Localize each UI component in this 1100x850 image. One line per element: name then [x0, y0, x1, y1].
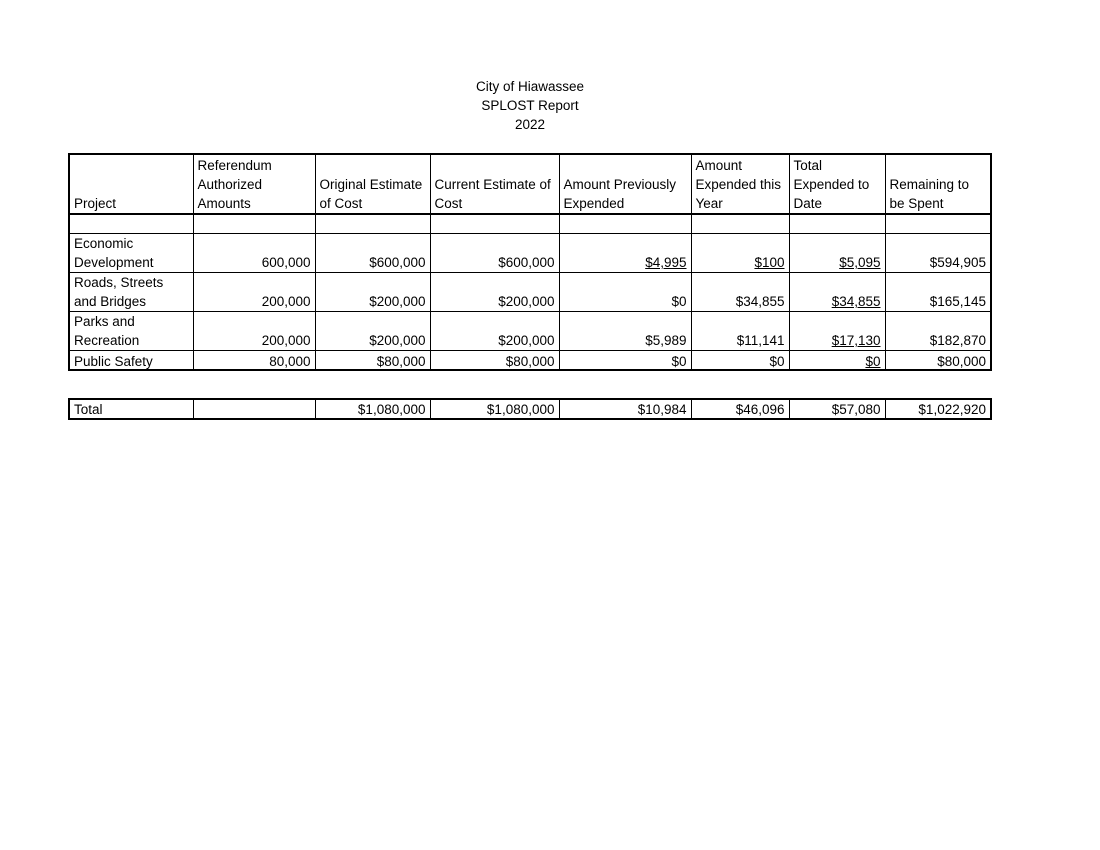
referendum-cell: 600,000 [193, 234, 315, 273]
totals-row [69, 399, 991, 419]
table-row [69, 351, 991, 371]
original-estimate-cell: $200,000 [315, 312, 430, 351]
col-header-project: Project [69, 154, 193, 214]
total-current-estimate-cell: $1,080,000 [430, 399, 559, 419]
col-header-expended-this-year: Amount Expended this Year [691, 154, 789, 214]
col-header-referendum: Referendum Authorized Amounts [193, 154, 315, 214]
report-title-name: SPLOST Report [481, 98, 579, 113]
expended-this-year-cell: $34,855 [691, 273, 789, 312]
expended-this-year-cell: $100 [691, 234, 789, 273]
referendum-cell: 200,000 [193, 273, 315, 312]
current-estimate-cell: $600,000 [430, 234, 559, 273]
spacer-row [69, 214, 991, 234]
project-name: Parks and Recreation [69, 312, 193, 351]
original-estimate-cell: $80,000 [315, 351, 430, 371]
current-estimate-cell: $200,000 [430, 312, 559, 351]
total-label: Total [69, 399, 193, 419]
report-title-city: City of Hiawassee [475, 79, 585, 94]
project-name: Economic Development [69, 234, 193, 273]
previously-expended-cell: $0 [559, 351, 691, 371]
col-header-original-estimate: Original Estimate of Cost [315, 154, 430, 214]
col-header-remaining: Remaining to be Spent [885, 154, 991, 214]
project-name: Public Safety [69, 351, 193, 371]
table-header-row [69, 154, 991, 214]
referendum-cell: 200,000 [193, 312, 315, 351]
total-previously-expended-cell: $10,984 [559, 399, 691, 419]
total-expended-cell: $0 [789, 351, 885, 371]
previously-expended-cell: $0 [559, 273, 691, 312]
previously-expended-cell: $4,995 [559, 234, 691, 273]
total-expended-this-year-cell: $46,096 [691, 399, 789, 419]
remaining-cell: $182,870 [885, 312, 991, 351]
col-header-total-expended: Total Expended to Date [789, 154, 885, 214]
col-header-current-estimate: Current Estimate of Cost [430, 154, 559, 214]
total-expended-cell: $34,855 [789, 273, 885, 312]
table-row [69, 312, 991, 351]
col-header-previously-expended: Amount Previously Expended [559, 154, 691, 214]
total-expended-cell: $5,095 [789, 234, 885, 273]
table-row [69, 234, 991, 273]
remaining-cell: $80,000 [885, 351, 991, 371]
expended-this-year-cell: $0 [691, 351, 789, 371]
current-estimate-cell: $80,000 [430, 351, 559, 371]
total-expended-to-date-cell: $57,080 [789, 399, 885, 419]
previously-expended-cell: $5,989 [559, 312, 691, 351]
totals-table [68, 398, 992, 420]
report-title-year: 2022 [514, 117, 546, 132]
total-original-estimate-cell: $1,080,000 [315, 399, 430, 419]
original-estimate-cell: $200,000 [315, 273, 430, 312]
splost-table [68, 153, 992, 371]
referendum-cell: 80,000 [193, 351, 315, 371]
total-referendum-cell [193, 399, 315, 419]
table-row [69, 273, 991, 312]
current-estimate-cell: $200,000 [430, 273, 559, 312]
remaining-cell: $165,145 [885, 273, 991, 312]
total-remaining-cell: $1,022,920 [885, 399, 991, 419]
expended-this-year-cell: $11,141 [691, 312, 789, 351]
remaining-cell: $594,905 [885, 234, 991, 273]
original-estimate-cell: $600,000 [315, 234, 430, 273]
total-expended-cell: $17,130 [789, 312, 885, 351]
project-name: Roads, Streets and Bridges [69, 273, 193, 312]
report-title-block [430, 77, 630, 134]
